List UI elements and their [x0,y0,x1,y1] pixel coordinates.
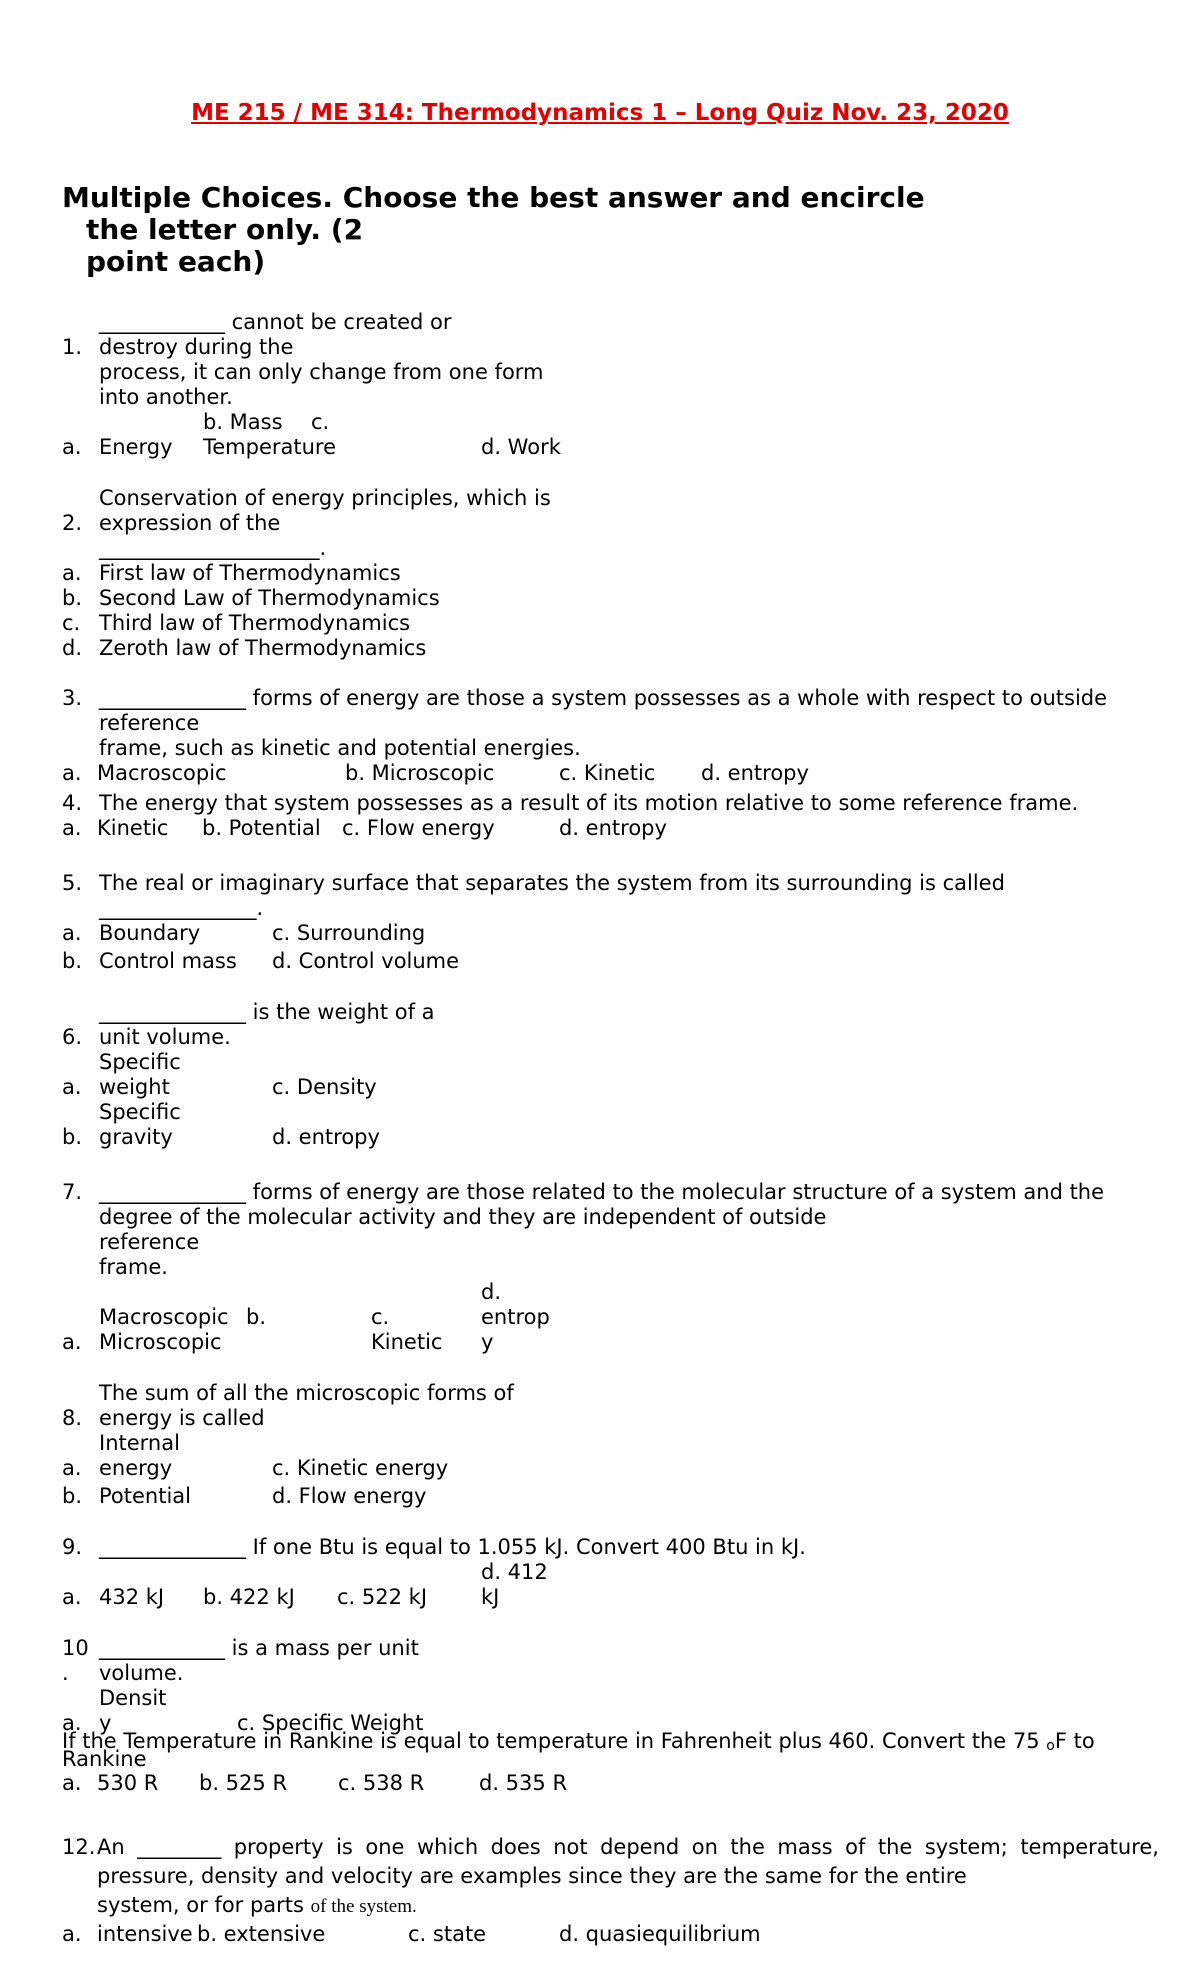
option-b: Potential [99,1484,191,1508]
question-number: 3. [62,686,83,710]
page-title: ME 215 / ME 314: Thermodynamics 1 – Long Quiz Nov. 23, 2020 [191,100,1009,126]
question-word: not [553,1835,588,1859]
option-c-line-1: c. [371,1305,390,1329]
option-d: d. entropy [701,761,809,785]
option-c: c. state [408,1922,487,1946]
option-a: Energy [99,435,173,459]
option-c: c. Kinetic [559,761,656,785]
question-text-line [62,1729,1095,1759]
question-text-line: reference [99,711,200,735]
question-text-line: energy is called [99,1406,265,1430]
question-number: 9. [62,1535,83,1559]
question-number: 10 [62,1636,89,1660]
question-text-line: The real or imaginary surface that separates the system from its surrounding is called [99,871,1005,895]
question-text-line: _____________________. [99,536,327,560]
option-d: d. Flow energy [272,1484,427,1508]
option-letter: b. [62,586,83,610]
option-b: b. Potential [202,816,321,840]
option-a-letter: a. [62,921,82,945]
option-c: Temperature [203,435,337,459]
question-text-line: into another. [99,385,233,409]
option-d-line-1: d. [481,1280,502,1304]
option-a-line-2: y [99,1711,112,1735]
question-text-line: The energy that system possesses as a result of its motion relative to some reference frame. [99,791,1079,815]
question-text-line [97,1835,1159,1860]
option-d: d. quasiequilibrium [559,1922,761,1946]
option-a-line-2: weight [99,1075,170,1099]
option-d: d. 535 R [479,1771,568,1795]
question-text-line: ______________ forms of energy are those a system possesses as a whole with respect to outside [99,686,1108,710]
question-text-line: ______________ is the weight of a [99,1000,435,1024]
question-number: 8. [62,1406,83,1430]
option-b: b. 525 R [199,1771,288,1795]
option-a-letter: a. [62,1771,82,1795]
option-d: d. entropy [559,816,667,840]
option-b: b. 422 kJ [203,1585,295,1609]
option-a-line-1: Macroscopic [99,1305,229,1329]
question-text-line: frame, such as kinetic and potential energies. [99,736,581,760]
question-number-dot: . [62,1661,69,1685]
option-a: intensive [97,1922,193,1946]
option-d-line-2: entrop [481,1305,550,1329]
question-text-part: system, or for parts [97,1893,311,1917]
option-c: c. Flow energy [342,816,495,840]
question-text-line: _______________. [99,896,264,920]
question-number: 4. [62,791,83,815]
option-text: Third law of Thermodynamics [99,611,411,635]
question-text-line [97,1893,417,1919]
question-word: on [691,1835,718,1859]
option-b: b. [246,1305,267,1329]
option-a-line-1: Densit [99,1686,167,1710]
option-b-line-2: gravity [99,1125,173,1149]
option-c: c. Specific Weight [237,1711,424,1735]
question-word: of [845,1835,866,1859]
option-text: Zeroth law of Thermodynamics [99,636,427,660]
option-a-letter: a. [62,1711,82,1735]
question-text-line: pressure, density and velocity are examples since they are the same for the entire [97,1864,967,1888]
option-c: c. 538 R [338,1771,425,1795]
option-b-letter: b. [62,949,83,973]
option-a-letter: a. [62,761,82,785]
option-a-letter: a. [62,1922,82,1946]
question-word: the [877,1835,913,1859]
question-word: one [365,1835,405,1859]
option-a-letter: a. [62,1075,82,1099]
degree-symbol: o [1046,1738,1055,1754]
option-a-letter: a. [62,1330,82,1354]
question-text-line: ____________ is a mass per unit [99,1636,419,1660]
question-word: does [490,1835,541,1859]
question-text-line: volume. [99,1661,184,1685]
question-text-line: frame. [99,1255,168,1279]
option-c-line-2: Kinetic [371,1330,443,1354]
question-word: temperature, [1020,1835,1159,1859]
instructions-line-1: Multiple Choices. Choose the best answer and encircle [62,181,925,214]
option-a: Macroscopic [97,761,227,785]
question-text-part: of the system. [310,1896,417,1917]
option-d: d. Work [481,435,561,459]
option-c: c. 522 kJ [337,1585,428,1609]
question-number: 2. [62,511,83,535]
option-d-line-3: y [481,1330,494,1354]
option-a: Kinetic [97,816,169,840]
question-text-line: Rankine [62,1747,147,1771]
option-a: Boundary [99,921,201,945]
question-number: 7. [62,1180,83,1204]
option-letter: d. [62,636,83,660]
option-text: First law of Thermodynamics [99,561,401,585]
option-b-letter: b. [62,1484,83,1508]
option-d: d. Control volume [272,949,460,973]
option-letter: c. [62,611,81,635]
question-word: which [416,1835,479,1859]
option-c-letter: c. [311,410,330,434]
question-number: 1. [62,335,83,359]
option-c: c. Kinetic energy [272,1456,449,1480]
option-a-letter: a. [62,1585,82,1609]
question-word: property [233,1835,324,1859]
question-word: system; [924,1835,1008,1859]
option-a: 432 kJ [99,1585,165,1609]
option-text: Second Law of Thermodynamics [99,586,440,610]
option-d-line-2: kJ [481,1585,500,1609]
option-b: b. extensive [197,1922,326,1946]
option-letter: a. [62,561,82,585]
question-text-line: unit volume. [99,1025,231,1049]
option-a-letter: a. [62,1456,82,1480]
question-text-part: If the Temperature in Rankine is equal to temperature in Fahrenheit plus 460. Convert the 75 [62,1729,1047,1753]
question-number: 12. [62,1835,96,1859]
option-d-line-1: d. 412 [481,1560,548,1584]
question-word: depend [600,1835,680,1859]
question-text-line: degree of the molecular activity and they are independent of outside [99,1205,827,1229]
question-text-line: Conservation of energy principles, which is [99,486,551,510]
option-b-letter: b. [62,1125,83,1149]
question-text-line: process, it can only change from one form [99,360,544,384]
option-b: Control mass [99,949,237,973]
instructions-line-3: point each) [86,245,266,278]
question-number: 6. [62,1025,83,1049]
question-text-line: expression of the [99,511,281,535]
option-c: c. Surrounding [272,921,426,945]
question-word: An [97,1835,125,1859]
option-a-line-2: Microscopic [99,1330,222,1354]
option-a-line-2: energy [99,1456,173,1480]
question-word: mass [777,1835,833,1859]
option-a: 530 R [97,1771,159,1795]
option-b: b. Mass [203,410,283,434]
option-d: d. entropy [272,1125,380,1149]
question-text-line: ____________ cannot be created or [99,310,452,334]
option-a-letter: a. [62,816,82,840]
instructions-line-2: the letter only. (2 [86,213,364,246]
question-text-line: reference [99,1230,200,1254]
question-number: 5. [62,871,83,895]
question-text-line: ______________ forms of energy are those related to the molecular structure of a system and the [99,1180,1105,1204]
question-word: the [730,1835,765,1859]
option-c: c. Density [272,1075,377,1099]
question-text-line: ______________ If one Btu is equal to 1.055 kJ. Convert 400 Btu in kJ. [99,1535,806,1559]
question-word: is [336,1835,353,1859]
question-word: ________ [137,1835,222,1859]
option-b-line-1: Specific [99,1100,181,1124]
question-text-line: The sum of all the microscopic forms of [99,1381,514,1405]
option-a-line-1: Specific [99,1050,181,1074]
option-b: b. Microscopic [345,761,495,785]
option-a-letter: a. [62,435,82,459]
question-text-line: destroy during the [99,335,294,359]
option-a-line-1: Internal [99,1431,180,1455]
question-text-part: F to [1054,1729,1095,1753]
